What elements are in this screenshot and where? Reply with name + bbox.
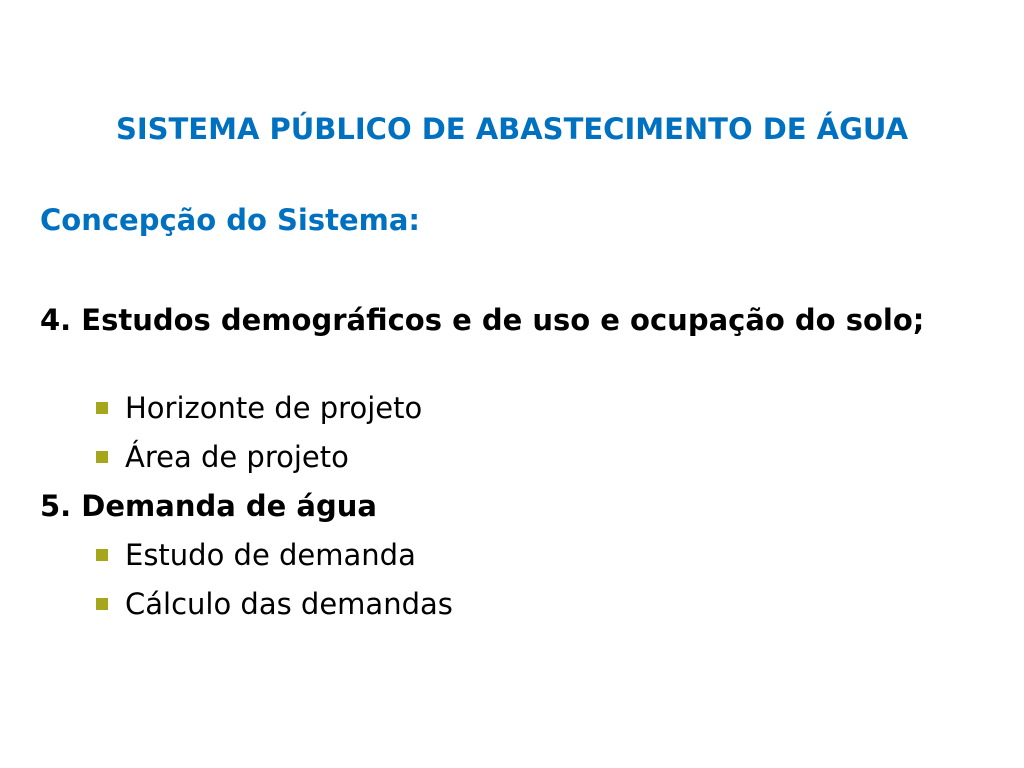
list-item-label: Estudo de demanda [125,538,416,572]
slide-subtitle: Concepção do Sistema: [40,203,421,237]
list-item-label: Horizonte de projeto [125,391,423,425]
list-item [96,390,422,426]
list-item-label: Cálculo das demandas [125,587,453,621]
slide-title: SISTEMA PÚBLICO DE ABASTECIMENTO DE ÁGUA [115,112,909,146]
list-item [96,439,349,475]
list-item-label: Área de projeto [125,440,349,474]
square-bullet-icon [96,598,108,610]
section-heading: 5. Demanda de água [40,489,377,523]
square-bullet-icon [96,451,108,463]
square-bullet-icon [96,402,108,414]
list-item [96,537,416,573]
square-bullet-icon [96,549,108,561]
list-item [96,586,453,622]
section-heading: 4. Estudos demográficos e de uso e ocupação do solo; [40,303,925,337]
